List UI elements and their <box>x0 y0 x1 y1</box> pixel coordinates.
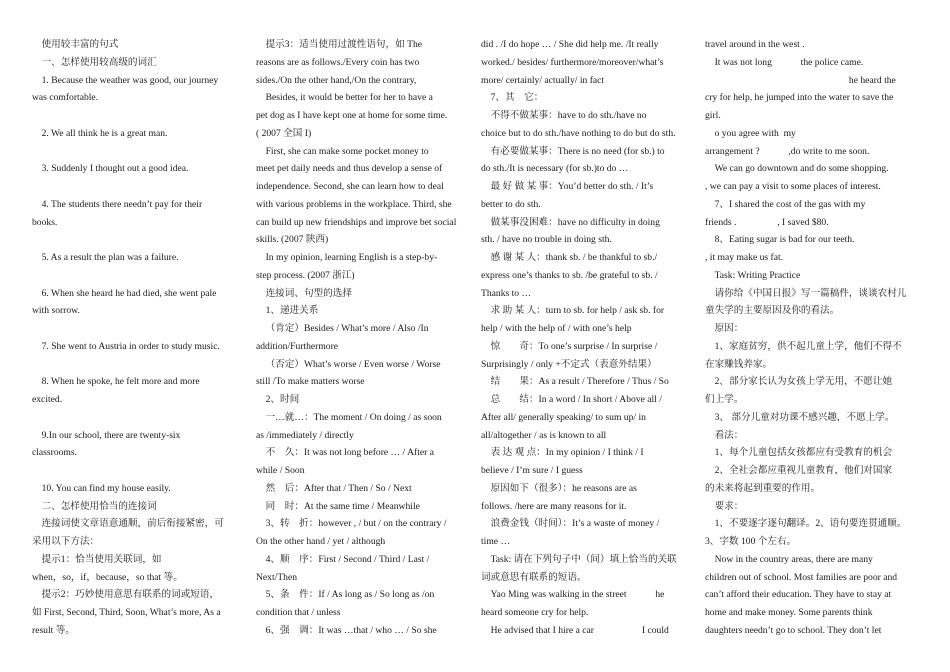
text-line: 表 达 观 点：In my opinion / I think / I <box>481 447 644 459</box>
text-line: better to do sth. <box>481 198 541 210</box>
text-line: friends . , I saved $80. <box>705 216 829 228</box>
text-line: choice but to do sth./have nothing to do but do sth. <box>481 127 676 139</box>
text-line: still /To make matters worse <box>256 376 365 388</box>
text-line: On the other hand / yet / although <box>256 536 386 547</box>
text-line: home and make money. Some parents think <box>705 607 873 618</box>
text-line: 7、I shared the cost of the gas with my <box>705 198 866 210</box>
text-line: 请你给《中国日报》写一篇稿件，谈谈农村儿 <box>705 287 907 299</box>
text-line: travel around in the west . <box>705 39 805 50</box>
text-line: 有必要做某事：There is no need (for sb.) to <box>481 145 665 157</box>
text-line: 原因： <box>705 323 744 334</box>
text-line: books. <box>32 216 58 228</box>
text-line: 做某事没困难：have no difficulty in doing <box>481 216 660 228</box>
text-line <box>32 267 237 285</box>
text-line: （否定）What’s worse / Even worse / Worse <box>256 358 441 370</box>
text-line: 求 助 某 人：turn to sb. for help / ask sb. for <box>481 305 665 317</box>
text-line: 惊 奇：To one’s surprise / In surprise / <box>481 340 658 352</box>
text-line <box>32 320 237 338</box>
text-line: pet dog as I have kept one at home for some time. <box>256 110 448 121</box>
text-line: follows. /here are many reasons for it. <box>481 500 627 512</box>
text-line <box>32 143 237 161</box>
text-line: 在家赚钱养家。 <box>705 358 773 370</box>
text-line: ( 2007 全国 I) <box>256 127 312 139</box>
text-line: 采用以下方法： <box>32 536 100 547</box>
text-line: 原因如下（很多）：he reasons are as <box>481 482 637 494</box>
text-line: he heard the <box>705 74 896 86</box>
text-line: He advised that I hire a car I could <box>481 624 669 636</box>
text-line: 一…就…：The moment / On doing / as soon <box>256 411 442 423</box>
text-line: all/altogether / as is known to all <box>481 429 607 441</box>
text-column-3 <box>481 36 686 640</box>
text-line: After all/ generally speaking/ to sum up/ in <box>481 411 646 423</box>
text-line: as /immediately / directly <box>256 429 354 441</box>
text-line: more/ certainly/ actually/ in fact <box>481 74 605 86</box>
text-line: 8、Eating sugar is bad for our teeth. <box>705 234 855 246</box>
text-line: 同 时：At the same time / Meanwhile <box>256 500 420 512</box>
text-line: 一、怎样使用较高级的词汇 <box>32 56 157 68</box>
text-line: 然 后：After that / Then / So / Next <box>256 482 412 494</box>
text-line: 连接词使文章语意通顺，前后衔接紧密，可 <box>32 518 224 530</box>
text-line: can’t afford their education. They have to stay at <box>705 589 892 601</box>
text-line: 连接词、句型的选择 <box>256 287 352 299</box>
text-line: with various problems in the workplace. Third, she <box>256 198 452 210</box>
text-line: Now in the country areas, there are many <box>705 553 873 565</box>
text-line: help / with the help of / with one’s help <box>481 323 632 334</box>
text-line: time … <box>481 536 511 547</box>
text-line: daughters needn’t go to school. They don’t let <box>705 624 882 636</box>
text-line: 1、不要逐字逐句翻译。2、语句要连贯通顺。 <box>705 518 907 530</box>
text-line: 1、每个儿童包括女孩都应有受教育的机会 <box>705 447 893 459</box>
text-line: did . /I do hope … / She did help me. /It really <box>481 39 659 50</box>
text-line: skills. (2007 陕西) <box>256 234 329 246</box>
text-line: children out of school. Most families are poor and <box>705 571 898 583</box>
text-line: 7、其 它： <box>481 92 544 104</box>
text-line: 7. She went to Austria in order to study music. <box>32 340 220 352</box>
text-line: 1. Because the weather was good, our journey <box>32 74 219 86</box>
text-line: o you agree with my <box>705 127 796 139</box>
text-line: 3. Suddenly I thought out a good idea. <box>32 163 189 175</box>
text-line <box>32 178 237 196</box>
text-line: 6、强 调：It was …that / who … / So she <box>256 624 437 636</box>
text-line: 总 结：In a word / In short / Above all / <box>481 394 662 405</box>
text-line: reasons are as follows./Every coin has two <box>256 56 420 68</box>
text-line: sides./On the other hand,/On the contrary, <box>256 74 417 86</box>
text-line: 要求： <box>705 500 744 512</box>
text-line: 1、家庭贫穷，供不起儿童上学，他们不得不 <box>705 340 902 352</box>
text-line <box>32 107 237 125</box>
text-column-1 <box>32 36 237 640</box>
text-line: 童失学的主要原因及你的看法。 <box>705 305 840 317</box>
text-line <box>32 231 237 249</box>
text-line: cry for help, he jumped into the water to save the <box>705 92 894 104</box>
text-line: step process. (2007 浙江) <box>256 269 355 281</box>
text-line: 最 好 做 某 事：You’d better do sth. / It’s <box>481 181 654 192</box>
text-line <box>32 356 237 374</box>
text-line: condition that / unless <box>256 607 341 618</box>
text-line: 6. When she heard he had died, she went pale <box>32 287 217 299</box>
text-line: do sth./It is necessary (for sb.)to do … <box>481 163 629 175</box>
text-line: 5. As a result the plan was a failure. <box>32 252 179 263</box>
text-line: when，so，if，because，so that 等。 <box>32 571 183 583</box>
text-line: excited. <box>32 394 63 405</box>
text-line: 不得不做某事：have to do sth./have no <box>481 110 647 121</box>
text-line: 3、转 折：however , / but / on the contrary / <box>256 518 447 530</box>
text-line: classrooms. <box>32 447 78 459</box>
text-line: We can go downtown and do some shopping. <box>705 163 889 175</box>
text-line: 1、递进关系 <box>256 305 319 317</box>
text-line: 如 First, Second, Third, Soon, What’s more, As a <box>32 607 221 618</box>
text-column-2 <box>256 36 461 640</box>
text-line: believe / I’m sure / I guess <box>481 465 583 476</box>
text-line: Task: Writing Practice <box>705 269 801 281</box>
text-line: First, she can make some pocket money to <box>256 145 429 157</box>
text-line: 提示1：恰当使用关联词，如 <box>32 553 162 565</box>
text-line: 10. You can find my house easily. <box>32 482 171 494</box>
text-line: 4. The students there needn’t pay for their <box>32 198 203 210</box>
text-line: meet pet daily needs and thus develop a sense of <box>256 163 443 175</box>
text-line: 使用较丰富的句式 <box>32 39 119 50</box>
text-line: 2、部分家长认为女孩上学无用，不愿让她 <box>705 376 893 388</box>
text-line: 9.In our school, there are twenty-six <box>32 429 181 441</box>
text-line: Task: 请在下列句子中（间）填上恰当的关联 <box>481 553 677 565</box>
text-line <box>32 462 237 480</box>
text-line: 浪费金钱（时间）：It’s a waste of money / <box>481 518 660 530</box>
text-line: Yao Ming was walking in the street he <box>481 589 665 601</box>
text-line: heard someone cry for help. <box>481 607 589 618</box>
text-line: 3、字数 100 个左右。 <box>705 536 797 547</box>
text-line: with sorrow. <box>32 305 80 317</box>
text-line: It was not long the police came. <box>705 56 864 68</box>
text-line: sth. / have no trouble in doing sth. <box>481 234 612 246</box>
text-line: 8. When he spoke, he felt more and more <box>32 376 200 388</box>
text-line: Next/Then <box>256 571 298 583</box>
text-line: while / Soon <box>256 465 305 476</box>
text-line: , it may make us fat. <box>705 252 784 263</box>
text-line: （肯定）Besides / What’s more / Also /In <box>256 323 429 334</box>
text-line: 2、时间 <box>256 394 300 405</box>
text-line: 们上学。 <box>705 394 744 405</box>
text-line: 的未来将起到重要的作用。 <box>705 482 821 494</box>
text-line: , we can pay a visit to some places of interest. <box>705 181 881 192</box>
text-line: Thanks to … <box>481 287 532 299</box>
text-line: girl. <box>705 110 721 121</box>
text-line: 感 谢 某 人：thank sb. / be thankful to sb./ <box>481 252 658 263</box>
text-line: 看法： <box>705 429 744 441</box>
text-line: 提示3：适当使用过渡性语句，如 The <box>256 39 423 50</box>
text-line: 词或意思有联系的短语。 <box>481 571 587 583</box>
text-line: Surprisingly / only +不定式（表意外结果） <box>481 358 657 370</box>
text-line: result 等。 <box>32 624 75 636</box>
text-line: 2、全社会都应重视儿童教育，他们对国家 <box>705 465 893 476</box>
text-line: addition/Furthermore <box>256 340 339 352</box>
text-line: arrangement ? ,do write to me soon. <box>705 145 870 157</box>
text-line: 5、条 件：If / As long as / So long as /on <box>256 589 435 601</box>
text-line: worked./ besides/ furthermore/moreover/what’s <box>481 56 664 68</box>
text-line: 3、 部分儿童对功课不感兴趣，不愿上学。 <box>705 411 895 423</box>
text-line: was comfortable. <box>32 92 99 104</box>
text-line: independence. Second, she can learn how to deal <box>256 181 444 192</box>
text-line: 二、怎样使用恰当的连接词 <box>32 500 157 512</box>
text-line <box>32 409 237 427</box>
text-line: 不 久：It was not long before … / After a <box>256 447 434 459</box>
text-line: 4、顺 序：First / Second / Third / Last / <box>256 553 430 565</box>
text-line: 结 果：As a result / Therefore / Thus / So <box>481 376 669 388</box>
text-line: Besides, it would be better for her to have a <box>256 92 433 104</box>
text-line: express one’s thanks to sb. /be grateful to sb. / <box>481 269 658 281</box>
text-line: 2. We all think he is a great man. <box>32 127 168 139</box>
text-line: 提示2：巧妙使用意思有联系的词或短语， <box>32 589 220 601</box>
text-line: can build up new friendships and improve bet social <box>256 216 457 228</box>
text-column-4 <box>705 36 910 640</box>
text-line: In my opinion, learning English is a step-by- <box>256 252 438 263</box>
